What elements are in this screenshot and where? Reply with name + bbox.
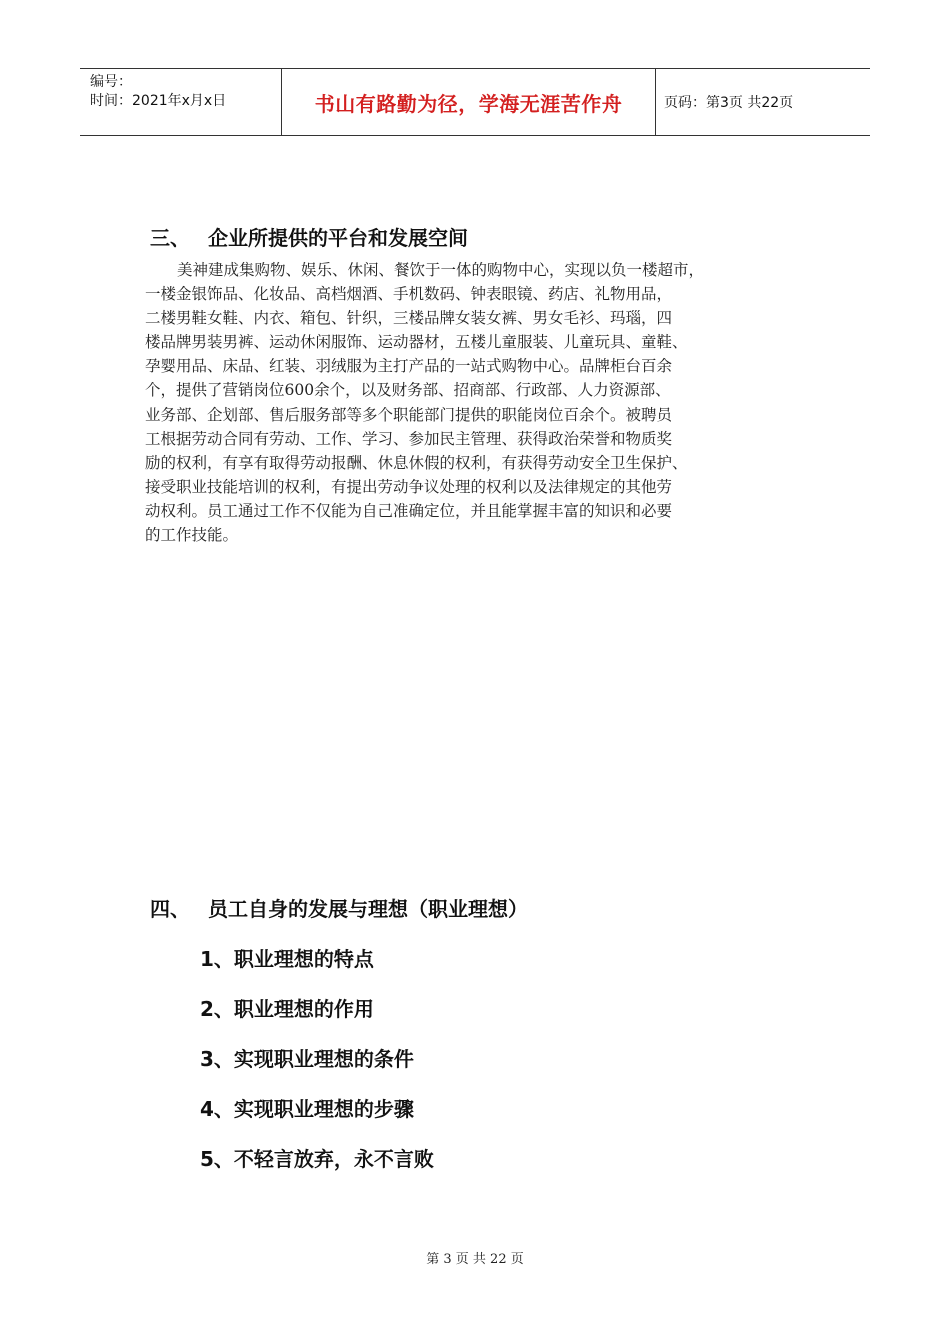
- section3-title: 企业所提供的平台和发展空间: [208, 226, 468, 250]
- date-line: 时间：2021年x月x日: [90, 93, 227, 109]
- header-page-cell: [656, 69, 870, 135]
- page-header: [80, 68, 870, 136]
- header-motto-cell: [282, 69, 656, 135]
- section4-heading: [150, 893, 528, 922]
- paragraph-line: 二楼男鞋女鞋、内衣、箱包、针织，三楼品牌女装女裤、男女毛衫、玛瑙，四: [145, 309, 673, 328]
- paragraph-line: 接受职业技能培训的权利，有提出劳动争议处理的权利以及法律规定的其他劳: [145, 477, 673, 496]
- section3-number: 三、: [150, 226, 190, 250]
- paragraph-line: 孕婴用品、床品、红装、羽绒服为主打产品的一站式购物中心。品牌柜台百余: [145, 357, 673, 376]
- paragraph-line: 个，提供了营销岗位600余个，以及财务部、招商部、行政部、人力资源部、: [145, 381, 671, 400]
- career-ideal-item: 4、实现职业理想的步骤: [200, 1097, 414, 1121]
- paragraph-line: 动权利。员工通过工作不仅能为自己准确定位，并且能掌握丰富的知识和必要: [145, 501, 673, 520]
- paragraph-line: 工根据劳动合同有劳动、工作、学习、参加民主管理、获得政治荣誉和物质奖: [145, 429, 673, 448]
- career-ideal-item: 1、职业理想的特点: [200, 947, 374, 971]
- header-page-info: 页码：第3页 共22页: [664, 95, 794, 111]
- header-meta-cell: [80, 69, 282, 135]
- career-ideal-item: 3、实现职业理想的条件: [200, 1047, 414, 1071]
- section3-paragraph: [145, 258, 825, 547]
- paragraph-line: 业务部、企划部、售后服务部等多个职能部门提供的职能岗位百余个。被聘员: [145, 405, 673, 424]
- page-footer: 第 3 页 共 22 页: [426, 1252, 524, 1267]
- paragraph-line: 励的权利，有享有取得劳动报酬、休息休假的权利，有获得劳动安全卫生保护、: [145, 453, 688, 472]
- paragraph-line: 一楼金银饰品、化妆品、高档烟酒、手机数码、钟表眼镜、药店、礼物用品，: [145, 285, 673, 304]
- career-ideal-item: 2、职业理想的作用: [200, 997, 374, 1021]
- career-ideal-item: 5、不轻言放弃，永不言败: [200, 1147, 434, 1171]
- serial-label: 编号：: [90, 74, 132, 90]
- section4-title: 员工自身的发展与理想（职业理想）: [208, 897, 528, 921]
- motto: 书山有路勤为径，学海无涯苦作舟: [314, 91, 623, 116]
- section3-heading: [150, 222, 468, 251]
- paragraph-line: 楼品牌男装男裤、运动休闲服饰、运动器材，五楼儿童服装、儿童玩具、童鞋、: [145, 333, 688, 352]
- paragraph-line: 的工作技能。: [145, 526, 239, 545]
- section4-number: 四、: [150, 897, 190, 921]
- paragraph-line: 美神建成集购物、娱乐、休闲、餐饮于一体的购物中心，实现以负一楼超市，: [177, 261, 705, 279]
